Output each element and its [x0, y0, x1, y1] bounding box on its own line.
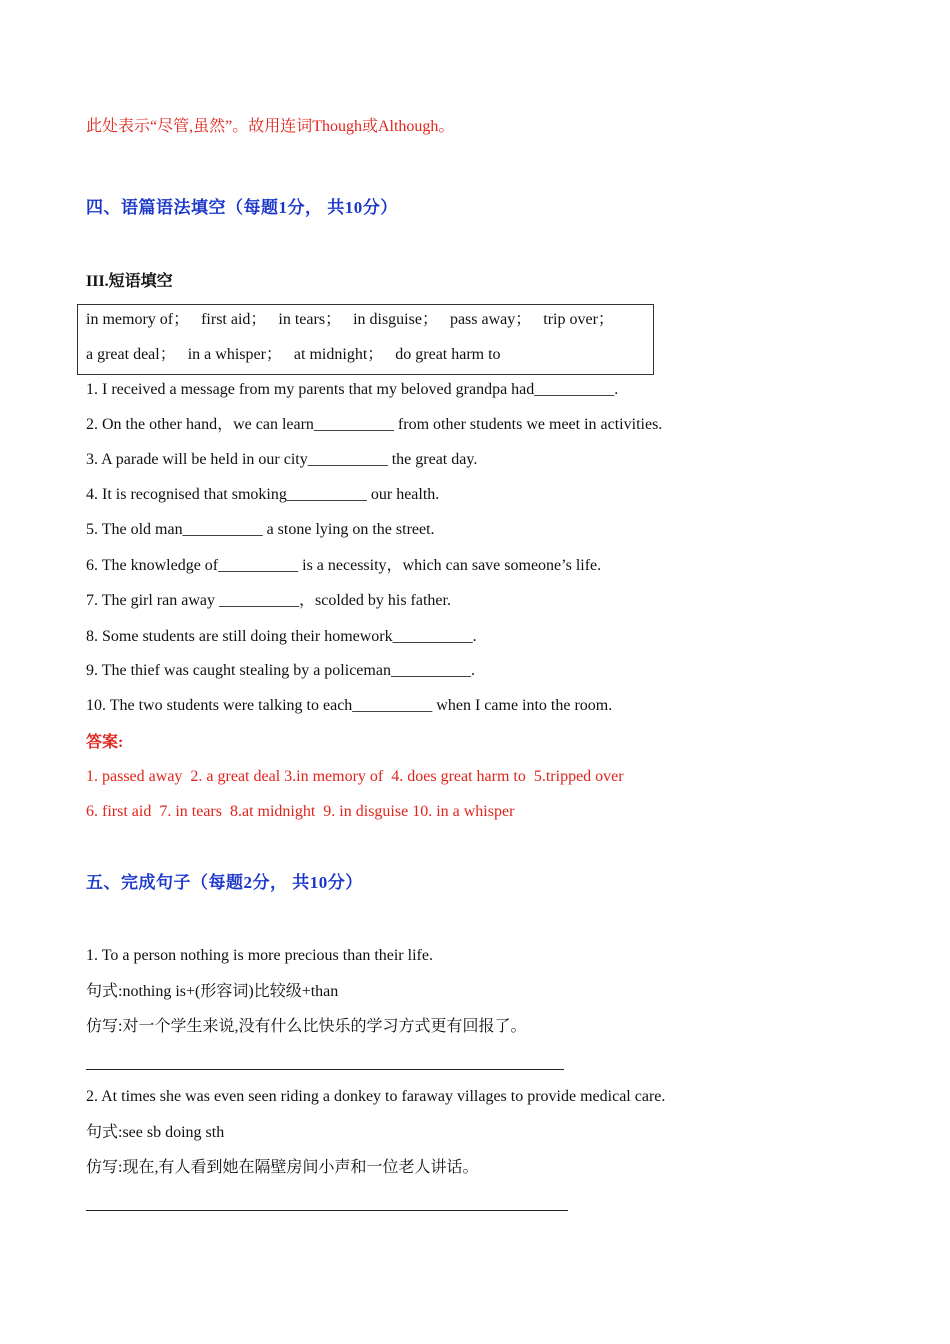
- answer-label: 答案:: [86, 734, 124, 751]
- question-7: 7. The girl ran away __________，scolded by his father.: [86, 592, 451, 609]
- item-1-imitate: 仿写:对一个学生来说,没有什么比快乐的学习方式更有回报了。: [86, 1018, 527, 1035]
- item-2-sentence: 2. At times she was even seen riding a donkey to faraway villages to provide medical care.: [86, 1088, 666, 1105]
- item-1-answer-line[interactable]: [86, 1069, 564, 1070]
- question-1: 1. I received a message from my parents that my beloved grandpa had__________.: [86, 381, 619, 398]
- question-8: 8. Some students are still doing their homework__________.: [86, 628, 477, 645]
- section5-heading: 五、完成句子（每题2分， 共10分）: [86, 873, 363, 892]
- answers-line-1: 1. passed away 2. a great deal 3.in memory of 4. does great harm to 5.tripped over: [86, 768, 624, 785]
- question-3: 3. A parade will be held in our city__________ the great day.: [86, 451, 478, 468]
- item-2-answer-line[interactable]: [86, 1210, 568, 1211]
- answers-line-2: 6. first aid 7. in tears 8.at midnight 9. in disguise 10. in a whisper: [86, 803, 515, 820]
- question-5: 5. The old man__________ a stone lying on the street.: [86, 521, 435, 538]
- question-2: 2. On the other hand，we can learn__________ from other students we meet in activities.: [86, 416, 663, 433]
- question-4: 4. It is recognised that smoking__________ our health.: [86, 486, 440, 503]
- question-10: 10. The two students were talking to each__________ when I came into the room.: [86, 697, 613, 714]
- item-2-imitate: 仿写:现在,有人看到她在隔壁房间小声和一位老人讲话。: [86, 1159, 479, 1176]
- intro-note: 此处表示“尽管,虽然”。故用连词Though或Although。: [86, 118, 455, 135]
- section4-subheading: III.短语填空: [86, 273, 173, 290]
- item-1-pattern: 句式:nothing is+(形容词)比较级+than: [86, 983, 339, 1000]
- question-6: 6. The knowledge of__________ is a necessity，which can save someone’s life.: [86, 557, 602, 574]
- phrase-row-2: a great deal； in a whisper； at midnight； do great harm to: [86, 346, 501, 363]
- item-1-sentence: 1. To a person nothing is more precious than their life.: [86, 947, 433, 964]
- phrase-box: [77, 304, 654, 375]
- phrase-row-1: in memory of； first aid； in tears； in disguise； pass away； trip over；: [86, 311, 614, 328]
- item-2-pattern: 句式:see sb doing sth: [86, 1124, 225, 1141]
- question-9: 9. The thief was caught stealing by a policeman__________.: [86, 662, 475, 679]
- section4-heading: 四、语篇语法填空（每题1分， 共10分）: [86, 198, 398, 217]
